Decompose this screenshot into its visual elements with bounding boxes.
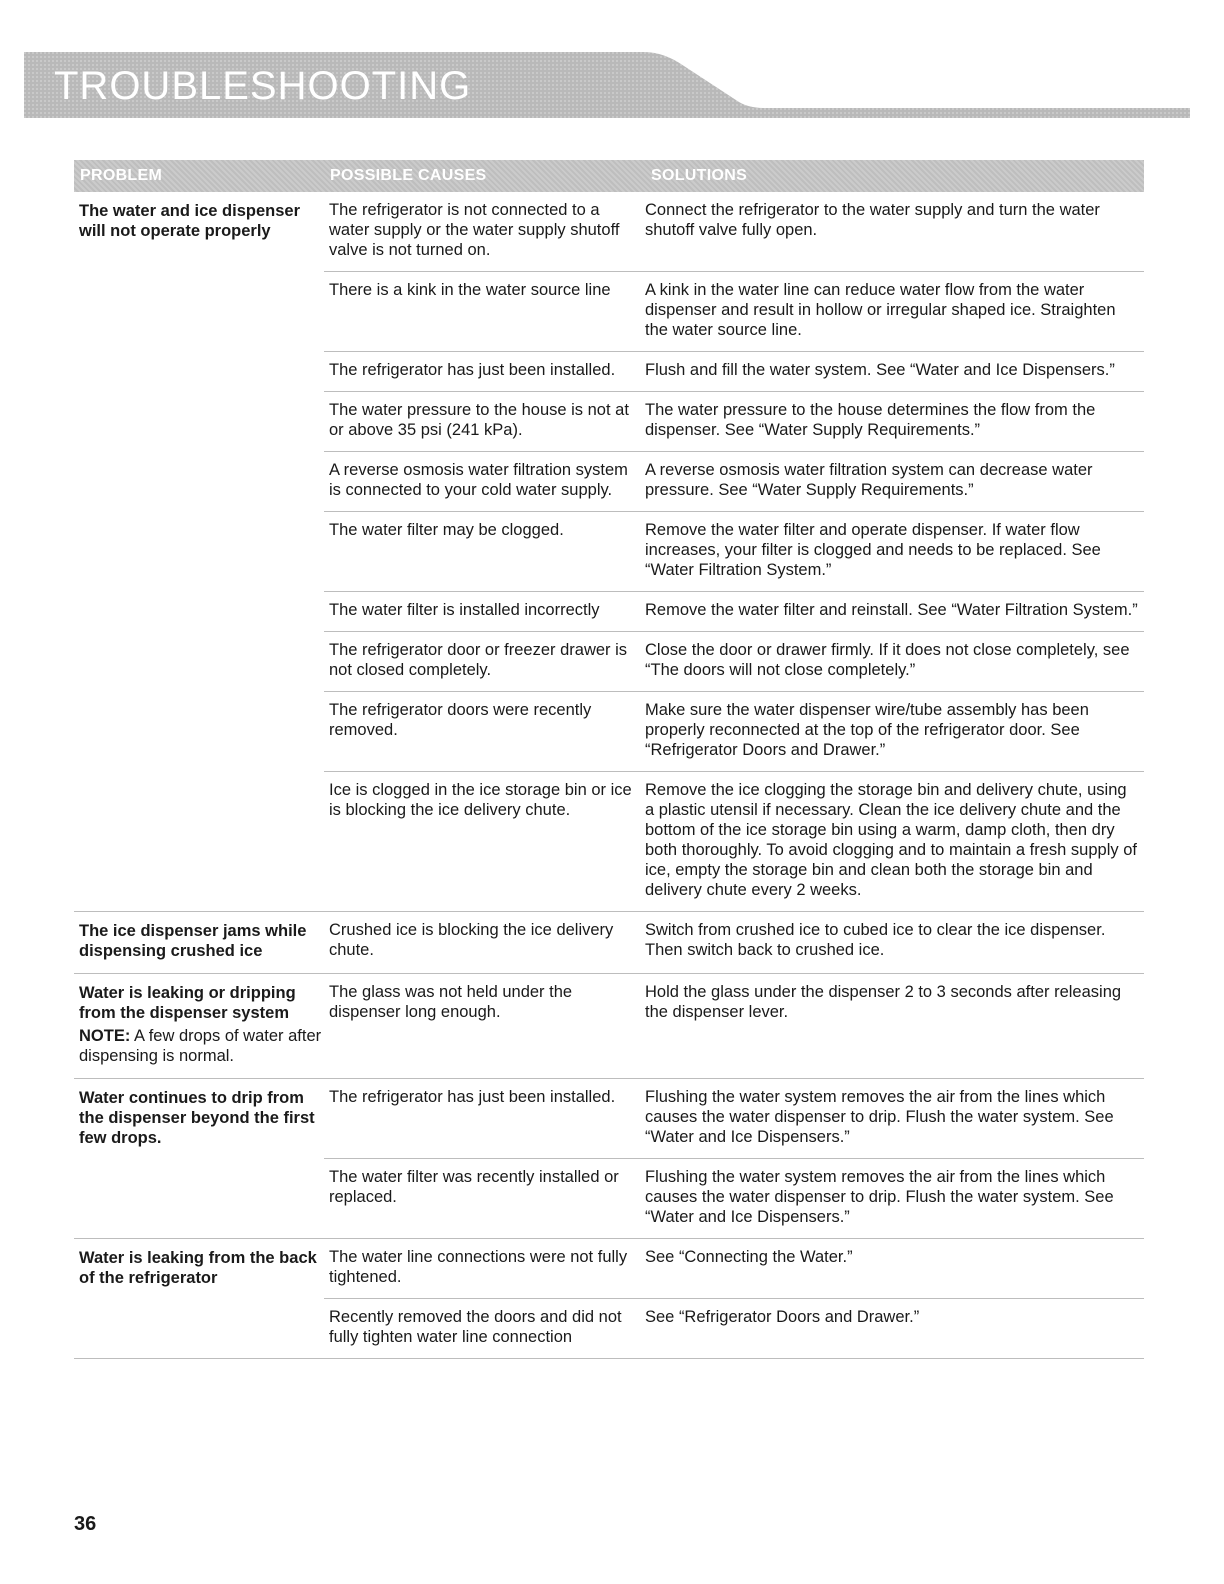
table-row: [324, 771, 1144, 911]
cause-solution-list: [324, 974, 1144, 1078]
solution-cell: The water pressure to the house determines the flow from the dispenser. See “Water Supply Requirements.”: [645, 401, 1096, 439]
cause-cell: The water pressure to the house is not at or above 35 psi (241 kPa).: [329, 401, 629, 439]
table-row: [324, 1298, 1144, 1358]
table-body: [74, 192, 1144, 1359]
table-row: [324, 271, 1144, 351]
cause-solution-list: [324, 1079, 1144, 1238]
table-row: [324, 1239, 1144, 1298]
troubleshooting-table: [74, 160, 1144, 1359]
problem-cell: [74, 974, 324, 1078]
solution-cell: Remove the water filter and operate dispenser. If water flow increases, your filter is clogged and needs to be replaced. See “Water Filtration System.”: [645, 521, 1101, 579]
cause-cell: The water filter is installed incorrectly: [329, 601, 600, 619]
problem-title: Water is leaking or dripping from the dispenser system: [79, 984, 296, 1022]
cause-solution-list: [324, 912, 1144, 973]
cause-cell: Ice is clogged in the ice storage bin or ice is blocking the ice delivery chute.: [329, 781, 632, 819]
solution-cell: A kink in the water line can reduce water flow from the water dispenser and result in hollow or irregular shaped ice. Straighten the water source line.: [645, 281, 1116, 339]
solution-cell: Flushing the water system removes the air from the lines which causes the water dispenser to drip. Flush the water system. See “Water and Ice Dispensers.”: [645, 1168, 1114, 1226]
solution-cell: Make sure the water dispenser wire/tube assembly has been properly reconnected at the top of the refrigerator door. See “Refrigerator Doors and Drawer.”: [645, 701, 1089, 759]
table-row: [324, 391, 1144, 451]
page-number: 36: [74, 1513, 97, 1535]
column-header-causes: POSSIBLE CAUSES: [330, 167, 487, 184]
solution-cell: Flushing the water system removes the air from the lines which causes the water dispenser to drip. Flush the water system. See “Water and Ice Dispensers.”: [645, 1088, 1114, 1146]
problem-group: [74, 974, 1144, 1079]
table-row: [324, 974, 1144, 1033]
table-row: [324, 192, 1144, 271]
page-title: TROUBLESHOOTING: [54, 64, 472, 108]
problem-group: [74, 1079, 1144, 1239]
cause-cell: The glass was not held under the dispenser long enough.: [329, 983, 573, 1021]
cause-cell: The refrigerator has just been installed.: [329, 361, 616, 379]
solution-cell: Switch from crushed ice to cubed ice to clear the ice dispenser. Then switch back to crushed ice.: [645, 921, 1106, 959]
table-row: [324, 912, 1144, 971]
problem-title: Water continues to drip from the dispenser beyond the first few drops.: [79, 1089, 315, 1147]
table-row: [324, 1158, 1144, 1238]
problem-cell: [74, 912, 324, 973]
cause-cell: Crushed ice is blocking the ice delivery chute.: [329, 921, 614, 959]
column-header-solutions: SOLUTIONS: [651, 167, 748, 184]
note-text: A few drops of water after dispensing is normal.: [79, 1027, 322, 1065]
problem-title: The ice dispenser jams while dispensing crushed ice: [79, 922, 307, 960]
table-row: [324, 451, 1144, 511]
table-row: [324, 691, 1144, 771]
solution-cell: Close the door or drawer firmly. If it does not close completely, see “The doors will not close completely.”: [645, 641, 1130, 679]
section-banner: [24, 52, 1190, 118]
problem-title: The water and ice dispenser will not operate properly: [79, 202, 300, 240]
cause-cell: The refrigerator door or freezer drawer is not closed completely.: [329, 641, 628, 679]
solution-cell: Remove the water filter and reinstall. See “Water Filtration System.”: [645, 601, 1138, 619]
problem-cell: [74, 1079, 324, 1238]
problem-note: [79, 1026, 324, 1066]
note-label: NOTE:: [79, 1027, 131, 1045]
cause-cell: A reverse osmosis water filtration system is connected to your cold water supply.: [329, 461, 628, 499]
problem-group: [74, 1239, 1144, 1359]
table-row: [324, 351, 1144, 391]
problem-group: [74, 192, 1144, 912]
problem-cell: [74, 192, 324, 911]
table-row: [324, 1079, 1144, 1158]
solution-cell: A reverse osmosis water filtration system can decrease water pressure. See “Water Supply Requirements.”: [645, 461, 1093, 499]
cause-cell: The water filter was recently installed or replaced.: [329, 1168, 619, 1206]
cause-solution-list: [324, 192, 1144, 911]
cause-cell: The refrigerator doors were recently removed.: [329, 701, 592, 739]
problem-group: [74, 912, 1144, 974]
solution-cell: Hold the glass under the dispenser 2 to 3 seconds after releasing the dispenser lever.: [645, 983, 1122, 1021]
cause-solution-list: [324, 1239, 1144, 1358]
solution-cell: Connect the refrigerator to the water supply and turn the water shutoff valve fully open.: [645, 201, 1100, 239]
problem-title: Water is leaking from the back of the refrigerator: [79, 1249, 317, 1287]
solution-cell: See “Connecting the Water.”: [645, 1248, 853, 1266]
solution-cell: See “Refrigerator Doors and Drawer.”: [645, 1308, 920, 1326]
problem-cell: [74, 1239, 324, 1358]
cause-cell: There is a kink in the water source line: [329, 281, 611, 299]
column-header-problem: PROBLEM: [80, 167, 163, 184]
cause-cell: The water line connections were not fully tightened.: [329, 1248, 628, 1286]
cause-cell: The refrigerator has just been installed.: [329, 1088, 616, 1106]
table-row: [324, 631, 1144, 691]
cause-cell: Recently removed the doors and did not fully tighten water line connection: [329, 1308, 622, 1346]
table-row: [324, 591, 1144, 631]
table-header: [74, 160, 1144, 192]
cause-cell: The water filter may be clogged.: [329, 521, 564, 539]
solution-cell: Flush and fill the water system. See “Water and Ice Dispensers.”: [645, 361, 1115, 379]
table-row: [324, 511, 1144, 591]
solution-cell: Remove the ice clogging the storage bin and delivery chute, using a plastic utensil if necessary. Clean the ice delivery chute and the bottom of the ice storage bin using a warm, damp cloth, then dry both thoroughly. To avoid clogging and to maintain a fresh supply of ice, empty the storage bin and clean both the storage bin and delivery chute every 2 weeks.: [645, 781, 1137, 899]
cause-cell: The refrigerator is not connected to a water supply or the water supply shutoff valve is not turned on.: [329, 201, 620, 259]
